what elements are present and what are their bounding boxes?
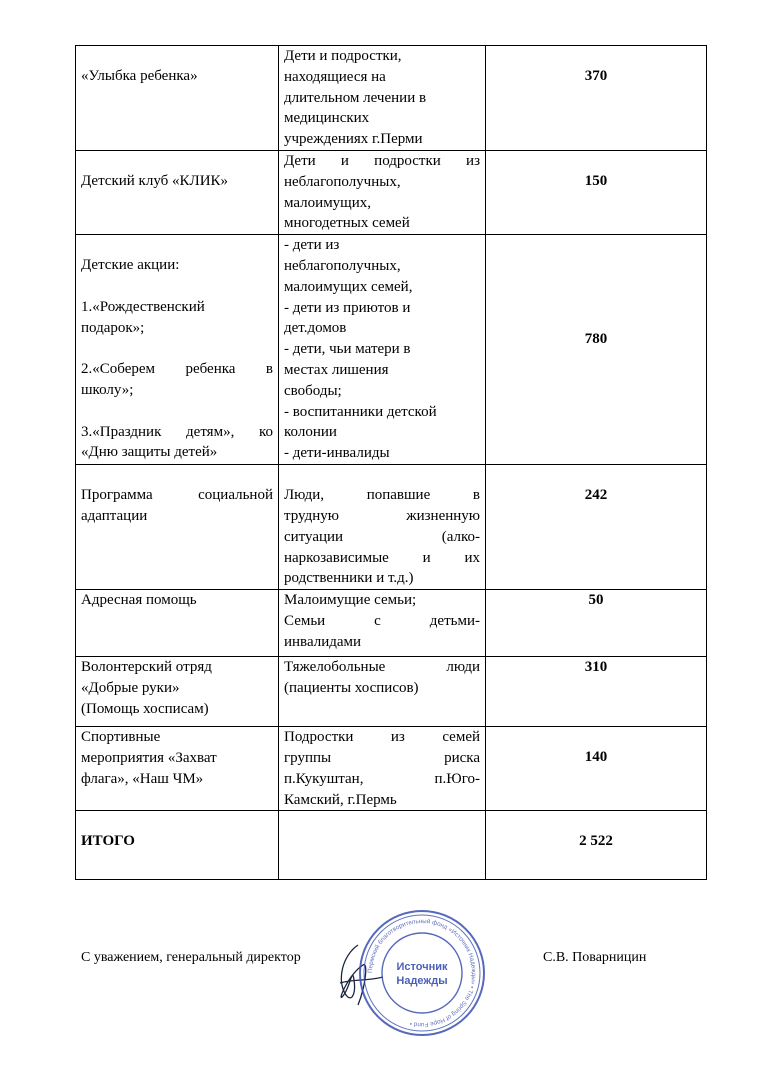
audience-line: наркозависимые и их [284,549,480,566]
count-cell [486,727,707,811]
program-line: школу»; [81,381,134,398]
total-count-cell [486,811,707,880]
stamp-rings [360,911,484,1035]
table-row [76,235,707,465]
program-cell [76,590,279,657]
audience-line: неблагополучных, [284,257,401,274]
program-title: Детские акции: [81,257,180,274]
program-line: 3.«Праздник детям», ко [81,423,273,440]
audience-line: свободы; [284,382,342,399]
audience-line: - дети из [284,237,340,254]
program-line: Волонтерский отряд [81,659,212,676]
program-cell [76,465,279,590]
stamp-center-line-1: Источник [396,961,448,973]
audience-line: местах лишения [284,361,389,378]
stamp-ring-textpath: Пермский благотворительный фонд «Источник Надежды» • The Spring of Hope Fund • [366,917,478,1029]
count-value: 310 [584,659,608,676]
audience-line: малоимущих семей, [284,278,413,295]
table-row [76,727,707,811]
audience-line: Малоимущие семьи; [284,592,417,609]
program-line: Детский клуб «КЛИК» [81,172,229,189]
audience-cell [279,235,486,465]
count-value: 140 [584,749,608,766]
total-empty-cell [279,811,486,880]
program-line: 1.«Рождественский [81,298,205,315]
audience-line: Люди, попавшие в [284,487,480,504]
audience-line: малоимущих, [284,194,372,211]
program-line: «Улыбка ребенка» [81,68,198,84]
program-line: флага», «Наш ЧМ» [81,770,204,787]
count-cell [486,235,707,465]
audience-line: многодетных семей [284,215,410,232]
count-value: 150 [584,172,608,189]
audience-cell [279,590,486,657]
audience-line: длительном лечении в [284,89,427,106]
program-cell [76,235,279,465]
audience-line: - дети, чьи матери в [284,341,411,358]
audience-line: Камский, г.Пермь [284,791,397,808]
program-line: «Дню защиты детей» [81,444,218,461]
table-row [76,46,707,151]
audience-line: неблагополучных, [284,173,401,190]
audience-line: Подростки из семей [284,729,480,746]
audience-cell [279,150,486,234]
program-line: (Помощь хосписам) [81,700,209,717]
audience-cell [279,727,486,811]
program-line: «Добрые руки» [81,679,180,696]
program-line: подарок»; [81,319,145,336]
closing-text: С уважением, генеральный директор [81,950,301,965]
audience-line: (пациенты хосписов) [284,679,419,696]
audience-line: ситуации (алко- [284,528,480,545]
programs-table [75,45,707,880]
total-label-cell [76,811,279,880]
program-cell [76,46,279,151]
program-line: мероприятия «Захват [81,749,217,766]
program-line: адаптации [81,507,148,524]
table-row [76,590,707,657]
audience-cell [279,46,486,151]
audience-line: - воспитанники детской [284,403,437,420]
stamp-center-line-2: Надежды [396,975,448,987]
count-value: 370 [584,68,608,84]
audience-line: п.Кукуштан, п.Юго- [284,770,480,787]
program-cell [76,727,279,811]
audience-line: группы риска [284,749,480,766]
program-cell [76,150,279,234]
program-line: Программа социальной [81,487,273,504]
audience-line: Тяжелобольные люди [284,659,480,676]
count-cell [486,590,707,657]
table-row [76,657,707,727]
audience-line: учреждениях г.Перми [284,131,423,148]
program-line: Спортивные [81,729,161,746]
table-row [76,150,707,234]
audience-line: дет.домов [284,320,347,337]
audience-cell [279,465,486,590]
program-line: 2.«Соберем ребенка в [81,361,273,378]
audience-line: - дети-инвалиды [284,445,390,462]
audience-line: Дети и подростки из [284,152,480,169]
total-row [76,811,707,880]
count-cell [486,657,707,727]
signatory-name: С.В. Поварницин [543,950,647,965]
audience-line: трудную жизненную [284,507,480,524]
table-row [76,465,707,590]
count-cell [486,46,707,151]
organization-stamp [357,908,487,1038]
count-value: 50 [588,592,604,609]
audience-line: Семьи с детьми- [284,612,480,629]
audience-line: Дети и подростки, [284,48,402,64]
audience-line: медицинских [284,110,370,127]
audience-cell [279,657,486,727]
program-line: Адресная помощь [81,592,197,609]
audience-line: колонии [284,424,337,441]
audience-line: родственники и т.д.) [284,570,414,587]
count-value: 242 [584,487,608,504]
count-cell [486,465,707,590]
total-label: ИТОГО [81,833,135,850]
total-count: 2 522 [579,833,613,850]
programs-table-body [76,46,707,880]
audience-line: - дети из приютов и [284,299,411,316]
count-value: 780 [584,331,608,348]
program-cell [76,657,279,727]
audience-line: находящиеся на [284,68,386,85]
count-cell [486,150,707,234]
audience-line: инвалидами [284,633,362,650]
